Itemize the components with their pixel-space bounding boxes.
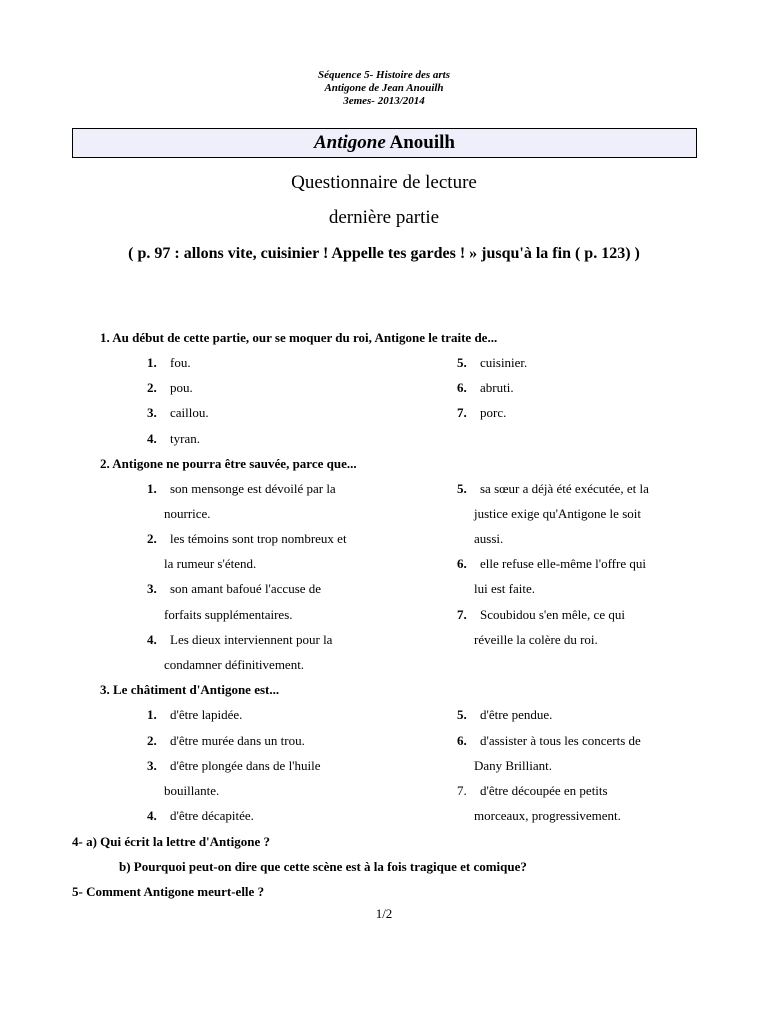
q1-option-3: 3. caillou.	[147, 405, 209, 420]
title-italic: Antigone	[314, 132, 386, 153]
q1-option-2: 2. pou.	[147, 380, 193, 395]
question-3: 3. Le châtiment d'Antigone est...	[100, 682, 280, 697]
q3-option-7-cont: morceaux, progressivement.	[474, 808, 621, 823]
q3-option-3: 3. d'être plongée dans de l'huile	[147, 758, 321, 773]
q2-option-5: 5. sa sœur a déjà été exécutée, et la	[457, 481, 649, 496]
question-1: 1. Au début de cette partie, our se moquer du roi, Antigone le traite de...	[100, 330, 498, 345]
q1-option-6: 6. abruti.	[457, 380, 514, 395]
q2-option-3-cont: forfaits supplémentaires.	[164, 607, 293, 622]
q2-option-5-cont: justice exige qu'Antigone le soit	[474, 506, 641, 521]
q2-option-1-cont: nourrice.	[164, 506, 211, 521]
q2-option-1: 1. son mensonge est dévoilé par la	[147, 481, 336, 496]
page-number: 1/2	[375, 906, 393, 921]
question-5: 5- Comment Antigone meurt-elle ?	[72, 884, 265, 899]
title-rest: Anouilh	[385, 132, 455, 153]
q3-option-2: 2. d'être murée dans un trou.	[147, 733, 305, 748]
q2-option-4-cont: condamner définitivement.	[164, 657, 305, 672]
q1-option-5: 5. cuisinier.	[457, 355, 528, 370]
q1-option-4: 4. tyran.	[147, 431, 200, 446]
q3-option-7: 7. d'être découpée en petits	[457, 783, 608, 798]
subtitle-part: dernière partie	[328, 207, 440, 228]
q1-option-1: 1. fou.	[147, 355, 191, 370]
page-range: ( p. 97 : allons vite, cuisinier ! Appelle tes gardes ! » jusqu'à la fin ( p. 123) )	[128, 245, 640, 262]
header-work: Antigone de Jean Anouilh	[324, 82, 444, 94]
q2-option-2: 2. les témoins sont trop nombreux et	[147, 531, 347, 546]
q2-option-6: 6. elle refuse elle-même l'offre qui	[457, 556, 646, 571]
question-4b: b) Pourquoi peut-on dire que cette scène est à la fois tragique et comique?	[119, 859, 527, 874]
header-class: 3emes- 2013/2014	[343, 95, 425, 107]
question-4a: 4- a) Qui écrit la lettre d'Antigone ?	[72, 834, 270, 849]
header-sequence: Séquence 5- Histoire des arts	[318, 69, 450, 81]
subtitle-questionnaire: Questionnaire de lecture	[291, 172, 477, 193]
q2-option-7-cont: réveille la colère du roi.	[474, 632, 598, 647]
q2-option-3: 3. son amant bafoué l'accuse de	[147, 581, 322, 596]
title-box	[72, 128, 697, 158]
q2-option-4: 4. Les dieux interviennent pour la	[147, 632, 333, 647]
q3-option-4: 4. d'être décapitée.	[147, 808, 254, 823]
q2-option-7: 7. Scoubidou s'en mêle, ce qui	[457, 607, 625, 622]
q2-option-5-cont2: aussi.	[474, 531, 504, 546]
q1-option-7: 7. porc.	[457, 405, 507, 420]
q3-option-5: 5. d'être pendue.	[457, 707, 553, 722]
q3-option-6: 6. d'assister à tous les concerts de	[457, 733, 641, 748]
question-2: 2. Antigone ne pourra être sauvée, parce que...	[100, 456, 357, 471]
q2-option-6-cont: lui est faite.	[474, 581, 536, 596]
q3-option-6-cont: Dany Brilliant.	[474, 758, 552, 773]
q3-option-1: 1. d'être lapidée.	[147, 707, 243, 722]
document-header	[0, 69, 768, 108]
q3-option-3-cont: bouillante.	[164, 783, 220, 798]
q2-option-2-cont: la rumeur s'étend.	[164, 556, 257, 571]
